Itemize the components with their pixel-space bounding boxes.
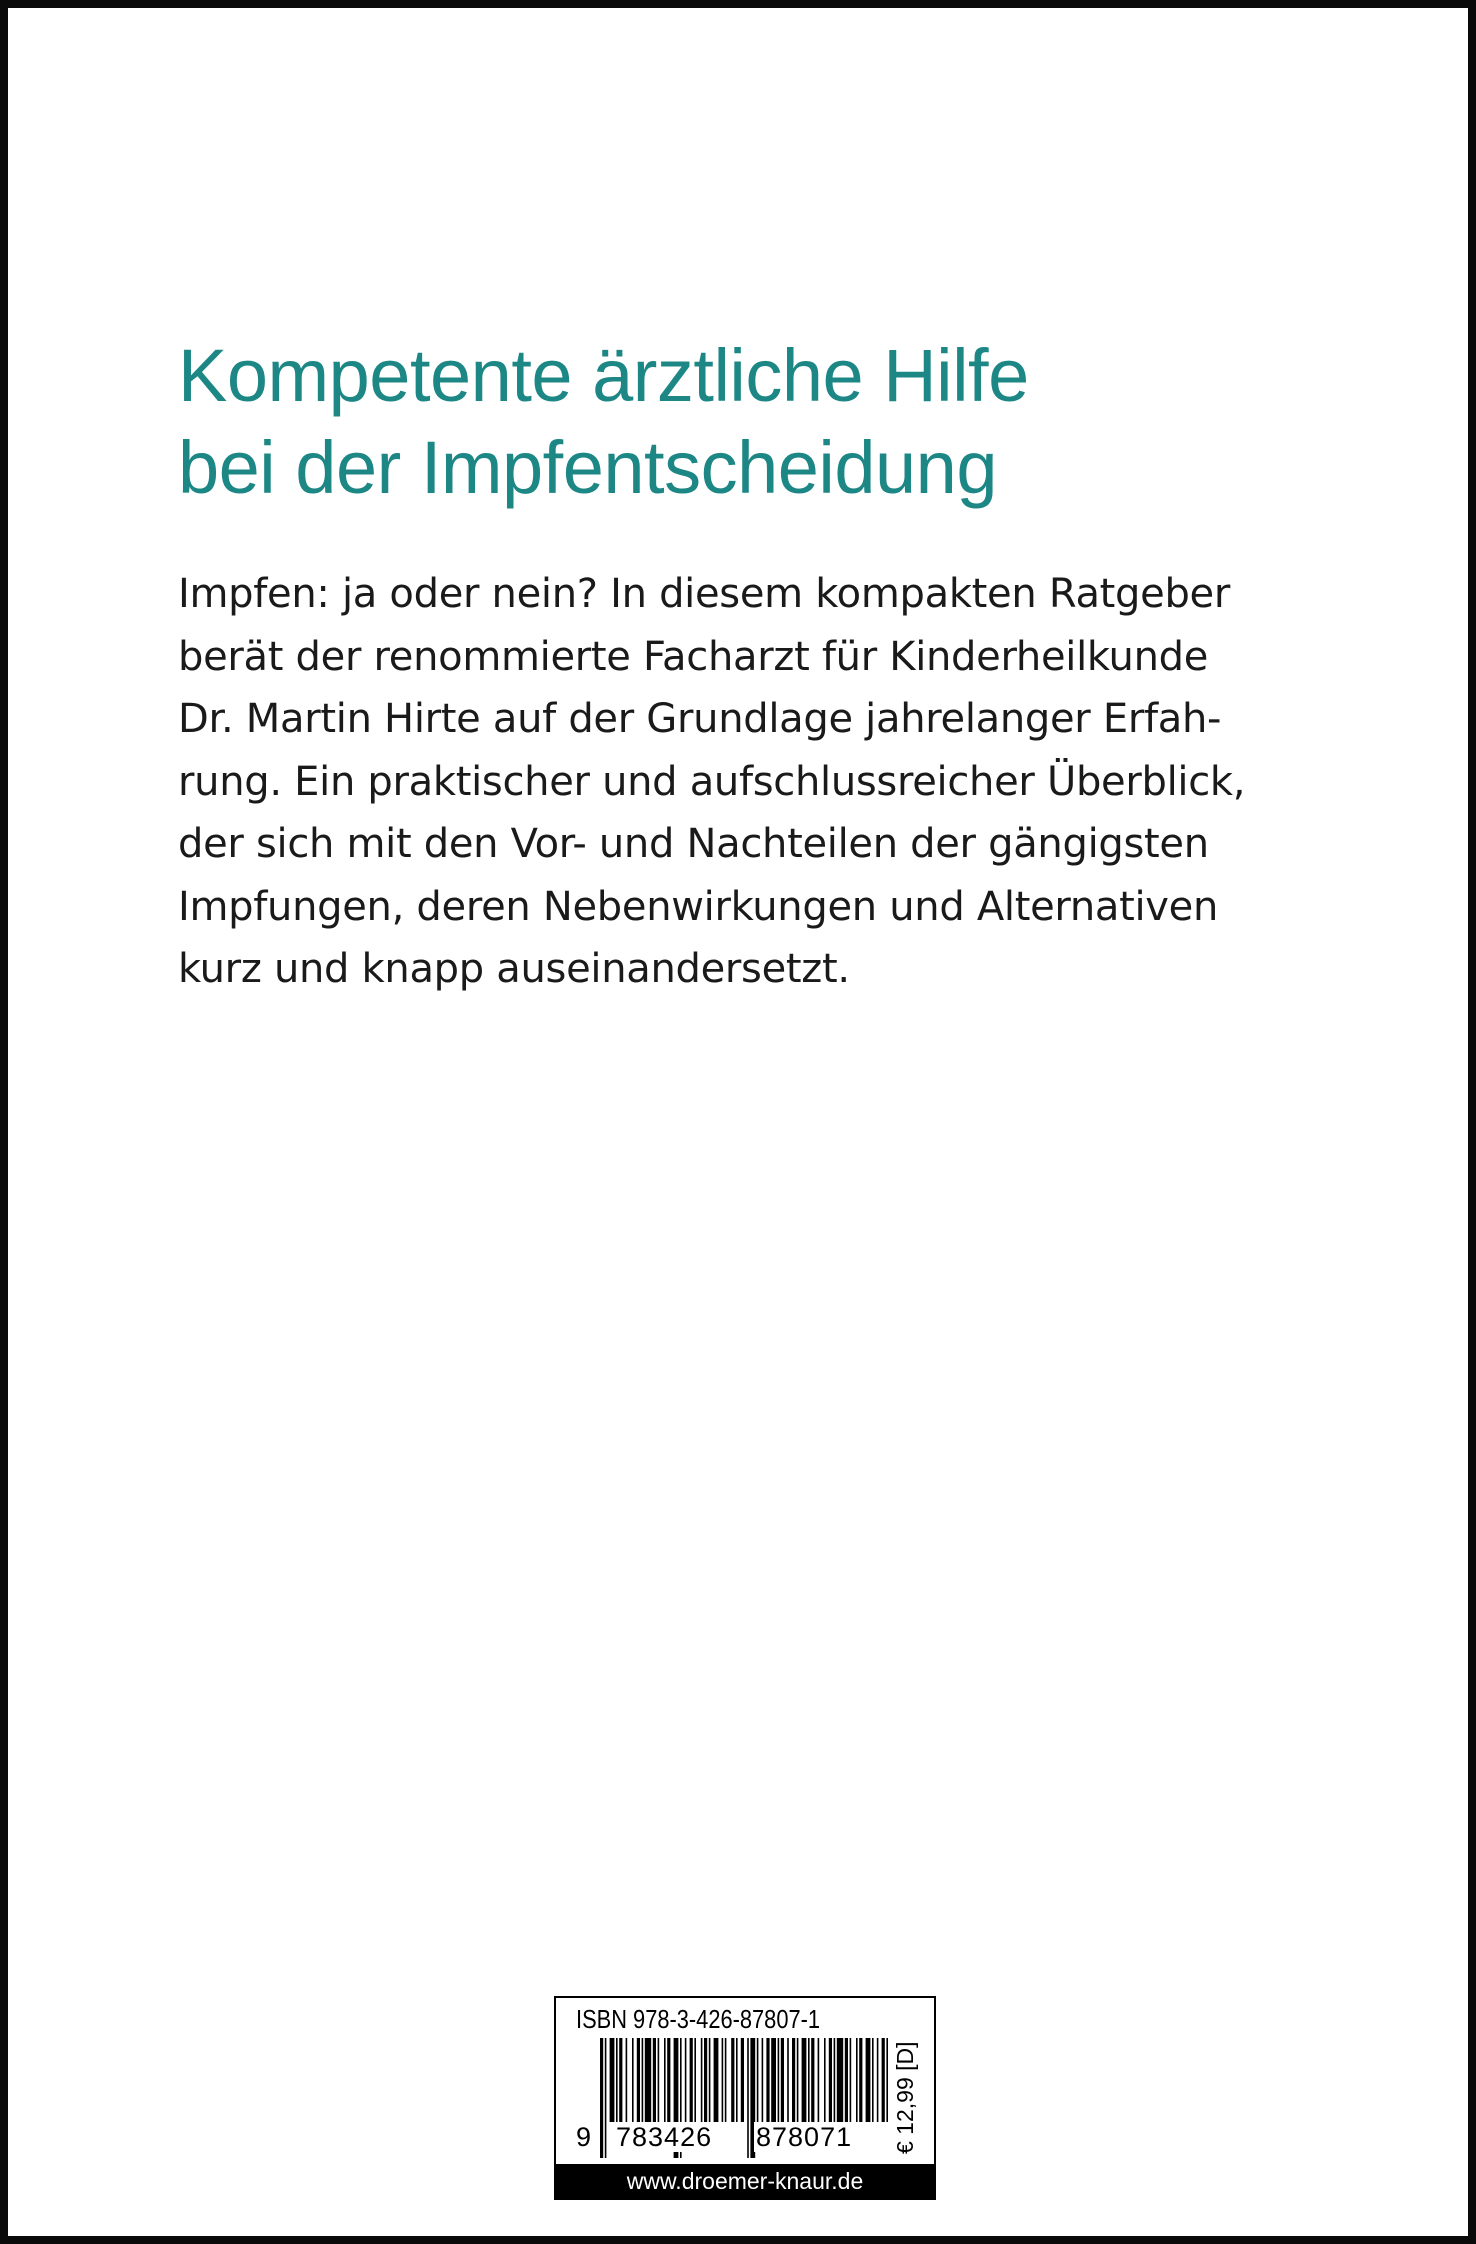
barcode-bar xyxy=(664,2038,666,2122)
barcode-bar xyxy=(837,2038,843,2122)
barcode-bar xyxy=(704,2038,707,2122)
barcode-bar xyxy=(808,2038,810,2122)
blurb-line: Impfungen, deren Nebenwirkungen und Alternativen xyxy=(178,883,1219,930)
barcode-bar xyxy=(778,2038,780,2122)
barcode-bar xyxy=(685,2038,687,2122)
barcode-bar xyxy=(747,2038,749,2158)
barcode-bar xyxy=(757,2038,759,2122)
barcode-bar xyxy=(690,2038,693,2122)
barcode-bar xyxy=(872,2038,874,2122)
barcode-bar xyxy=(802,2038,807,2122)
blurb-line: der sich mit den Vor- und Nachteilen der gängigsten xyxy=(178,821,1209,867)
barcode-bar xyxy=(766,2038,769,2122)
isbn-label: ISBN 978-3-426-87807-1 xyxy=(576,2004,821,2034)
barcode-bar xyxy=(600,2038,603,2158)
barcode-bar xyxy=(632,2038,634,2122)
barcode-bar xyxy=(787,2038,789,2122)
barcode-bar xyxy=(859,2038,862,2122)
barcode-bar xyxy=(658,2038,660,2122)
barcode-bar xyxy=(818,2038,820,2122)
barcode-bar xyxy=(694,2038,696,2122)
headline-line: bei der Impfentscheidung xyxy=(178,426,997,509)
ean-first-digit: 9 xyxy=(576,2122,592,2152)
barcode-bar xyxy=(619,2038,622,2122)
barcode-bar xyxy=(714,2038,719,2122)
barcode-bar xyxy=(736,2038,738,2122)
publisher-website: www.droemer-knaur.de xyxy=(556,2164,934,2198)
barcode-bar xyxy=(850,2038,852,2122)
barcode-bar xyxy=(866,2038,871,2122)
barcode-bar xyxy=(653,2038,656,2122)
barcode-bar xyxy=(645,2038,651,2122)
blurb-line: berät der renommierte Facharzt für Kinderheilkunde xyxy=(178,633,1209,680)
headline xyxy=(178,330,1358,514)
barcode-bar xyxy=(886,2038,888,2122)
barcode-bar xyxy=(741,2038,744,2122)
barcode-bar xyxy=(626,2038,628,2122)
barcode-bar xyxy=(834,2038,836,2122)
barcode-bar xyxy=(725,2038,727,2122)
barcode-bar xyxy=(882,2038,885,2122)
ean-left-digits: 783426 xyxy=(616,2122,713,2152)
barcode-bar xyxy=(829,2038,832,2122)
barcode-bar xyxy=(709,2038,711,2122)
barcode-bar xyxy=(616,2038,618,2122)
barcode-bar xyxy=(856,2038,858,2122)
blurb-text xyxy=(178,563,1358,1001)
barcode-bar xyxy=(667,2038,670,2122)
barcode-bar xyxy=(701,2038,703,2122)
barcode-panel xyxy=(554,1996,936,2200)
barcode-bar xyxy=(781,2038,784,2122)
blurb-line: rung. Ein praktischer und aufschlussreicher Überblick, xyxy=(178,758,1246,805)
barcode-bar xyxy=(797,2038,799,2122)
barcode-bar xyxy=(610,2038,615,2122)
barcode-bar xyxy=(845,2038,848,2122)
barcode-bar xyxy=(722,2038,724,2122)
barcode-bar xyxy=(811,2038,814,2122)
blurb-line: Impfen: ja oder nein? In diesem kompakten Ratgeber xyxy=(178,571,1230,617)
headline-line: Kompetente ärztliche Hilfe xyxy=(178,334,1029,417)
barcode-bar xyxy=(877,2038,879,2122)
barcode-bar xyxy=(824,2038,826,2122)
barcode-bar xyxy=(762,2038,764,2122)
barcode-bar xyxy=(731,2038,734,2122)
barcode-bar xyxy=(605,2038,607,2158)
price-label: € 12,99 [D] xyxy=(892,2041,918,2154)
blurb-line: kurz und knapp auseinandersetzt. xyxy=(178,946,850,992)
barcode-bar xyxy=(642,2038,644,2122)
barcode-bar xyxy=(792,2038,795,2122)
barcode-bar xyxy=(771,2038,776,2122)
blurb-line: Dr. Martin Hirte auf der Grundlage jahrelanger Erfah- xyxy=(178,696,1222,742)
ean-right-digits: 878071 xyxy=(756,2122,853,2152)
barcode-bar xyxy=(637,2038,640,2122)
